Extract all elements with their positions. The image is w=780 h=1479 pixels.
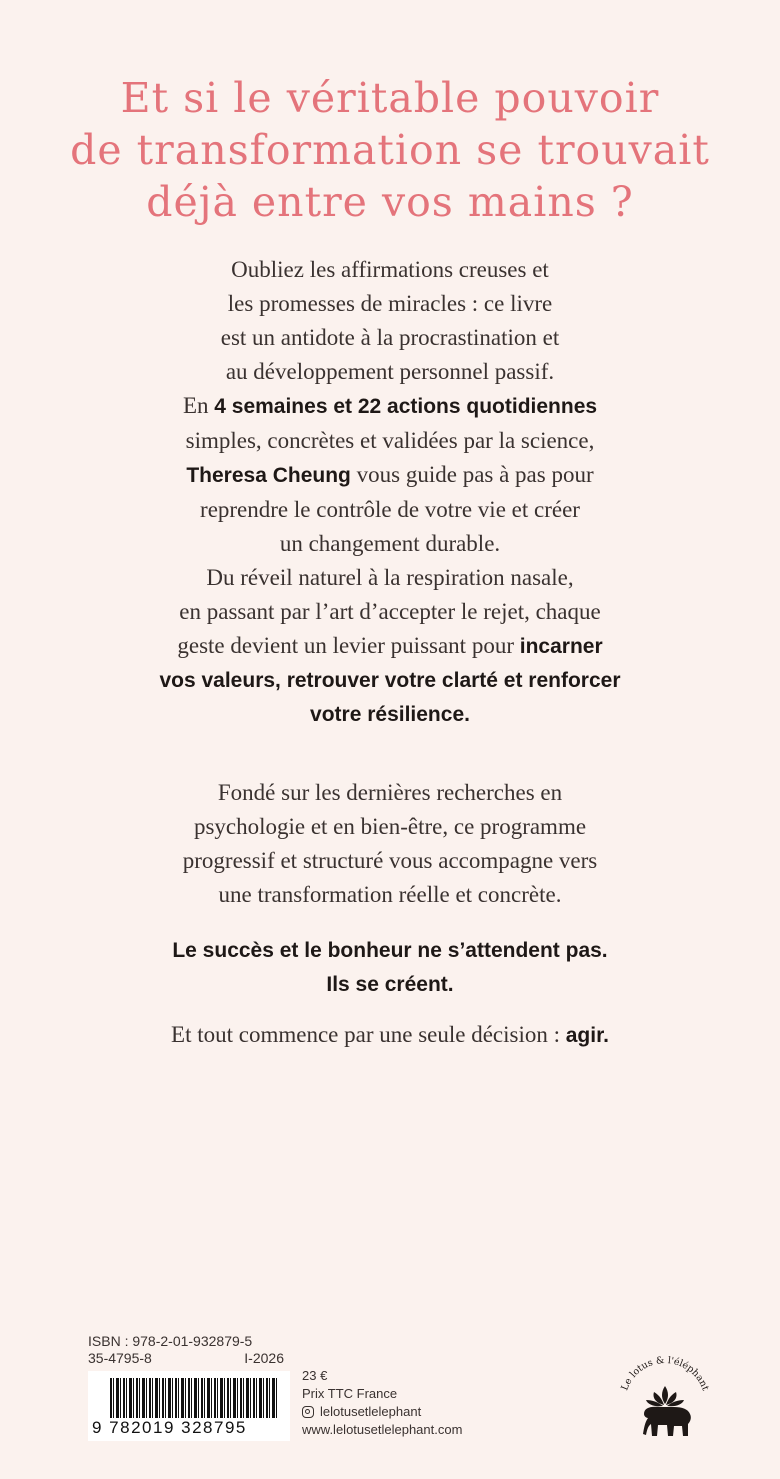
text-line: reprendre le contrôle de votre vie et créer	[200, 497, 580, 522]
text-span: En	[182, 393, 215, 418]
text-line: en passant par l’art d’accepter le rejet, chaque	[179, 599, 601, 624]
description-paragraph	[0, 253, 780, 732]
print-code: 35-4795-8	[88, 1350, 152, 1366]
text-line: psychologie et en bien-être, ce programme	[193, 814, 587, 839]
barcode-number: 9 782019 328795	[92, 1418, 247, 1437]
text-span: geste devient un levier puissant pour	[177, 633, 520, 658]
text-span: vous guide pas à pas pour	[350, 462, 594, 487]
bold-text: agir.	[565, 1024, 609, 1047]
text-line: au développement personnel passif.	[225, 359, 555, 384]
headline-line: Et si le véritable pouvoir	[120, 74, 660, 122]
price-block	[302, 1367, 462, 1439]
bold-text: incarner	[519, 635, 603, 658]
text-line: un changement durable.	[279, 531, 501, 556]
text-line	[0, 629, 780, 664]
website-link[interactable]: www.lelotusetlelephant.com	[302, 1422, 463, 1437]
text-line	[0, 389, 780, 424]
price-note: Prix TTC France	[302, 1386, 398, 1401]
bold-line: votre résilience.	[310, 703, 470, 726]
closing-paragraph	[0, 1018, 780, 1053]
tagline-paragraph	[0, 934, 780, 1002]
headline	[0, 72, 780, 228]
logo-text: Le lotus & l'éléphant	[619, 1354, 711, 1393]
text-line: est un antidote à la procrastination et	[220, 325, 560, 350]
text-line	[0, 458, 780, 493]
text-line: simples, concrètes et validées par la science,	[185, 428, 595, 453]
text-span: Et tout commence par une seule décision :	[171, 1022, 566, 1047]
headline-line: de transformation se trouvait	[70, 126, 710, 174]
publisher-logo	[612, 1352, 718, 1458]
bold-line: Le succès et le bonheur ne s’attendent pas.	[172, 939, 608, 962]
barcode	[88, 1371, 290, 1441]
text-line	[0, 1018, 780, 1053]
text-line: Fondé sur les dernières recherches en	[217, 780, 563, 805]
instagram-icon	[302, 1406, 314, 1418]
text-line: une transformation réelle et concrète.	[218, 882, 562, 907]
text-line: Du réveil naturel à la respiration nasale,	[206, 565, 574, 590]
print-code-row	[88, 1350, 284, 1367]
isbn-text: ISBN : 978-2-01-932879-5	[88, 1333, 253, 1349]
isbn-block	[88, 1333, 284, 1367]
barcode-bars	[110, 1378, 278, 1418]
instagram-row[interactable]	[302, 1403, 462, 1421]
lotus-elephant-icon	[643, 1386, 691, 1436]
bold-line: Ils se créent.	[326, 973, 454, 996]
price: 23 €	[302, 1368, 328, 1383]
author-name: Theresa Cheung	[186, 464, 351, 487]
text-line: Oubliez les affirmations creuses et	[231, 257, 549, 282]
instagram-handle[interactable]: lelotusetlelephant	[320, 1404, 422, 1419]
headline-line: déjà entre vos mains ?	[146, 178, 634, 226]
text-line: progressif et structuré vous accompagne vers	[182, 848, 598, 873]
research-paragraph	[0, 776, 780, 912]
bold-line: vos valeurs, retrouver votre clarté et renforcer	[159, 669, 621, 692]
bold-text: 4 semaines et 22 actions quotidiennes	[214, 395, 598, 418]
text-line: les promesses de miracles : ce livre	[227, 291, 553, 316]
edition-code: I-2026	[244, 1350, 284, 1366]
